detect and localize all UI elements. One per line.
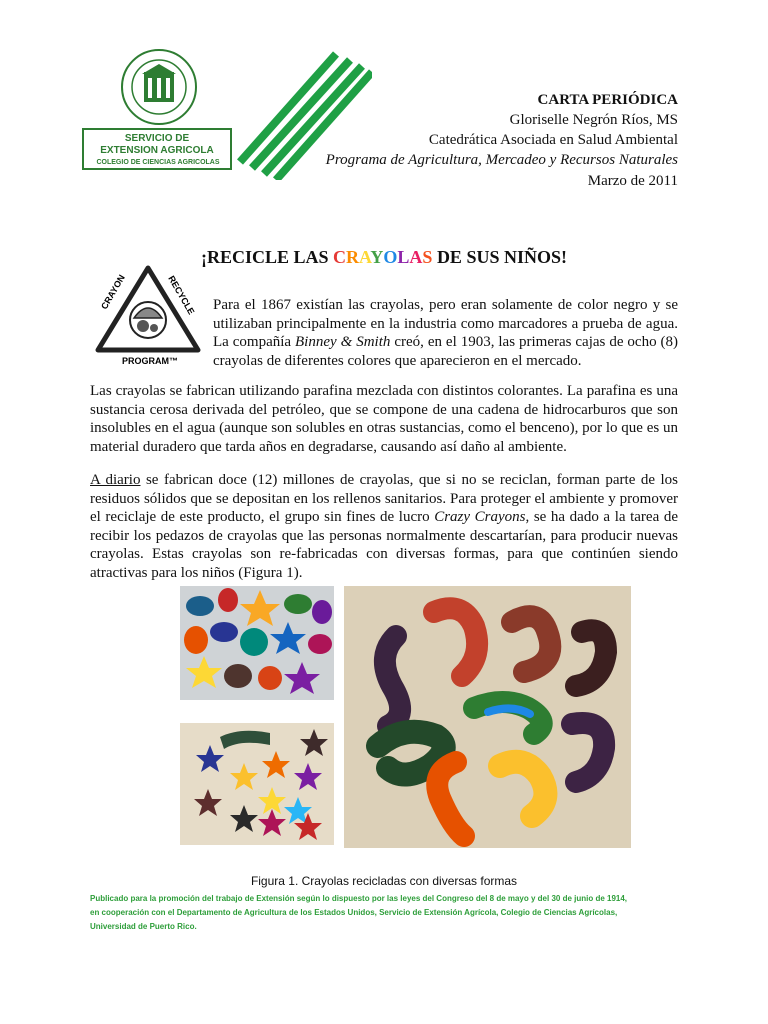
title-crayolas-word: CRAYOLAS bbox=[333, 247, 433, 267]
extension-line1: SERVICIO DE bbox=[124, 133, 190, 144]
author-position: Catedrática Asociada en Salud Ambiental bbox=[428, 132, 678, 148]
program-name: Programa de Agricultura, Mercadeo y Recursos Naturales bbox=[325, 152, 678, 168]
newsletter-title: CARTA PERIÓDICA bbox=[537, 92, 678, 108]
photo-crayon-shapes-mix bbox=[180, 586, 334, 700]
photo-crayon-stars bbox=[180, 723, 334, 845]
author-name: Gloriselle Negrón Ríos, MS bbox=[509, 112, 678, 128]
recycle-logo-right: RECYCLE bbox=[166, 274, 197, 317]
footer-line3: Universidad de Puerto Rico. bbox=[90, 922, 197, 931]
crayon-recycle-logo bbox=[88, 258, 208, 368]
title-post: DE SUS NIÑOS! bbox=[432, 247, 567, 267]
photo-crayon-worms bbox=[344, 586, 631, 848]
paragraph-3: A diario se fabrican doce (12) millones de crayolas, que si no se reciclan, forman parte de los residuos sólidos que se depositan en los rellenos sanitarios. Para proteger el ambiente y promover el reciclaje de este producto, el grupo sin fines de lucro Crazy Crayons, se ha dado a la tarea de recibir los pedazos de crayolas que las personas normalmente descartarían, para producir nuevas crayolas. Estas crayolas son re-fabricadas con diversas formas, para que continúen siendo atractivas para los niños (Figura 1). bbox=[90, 472, 679, 581]
paragraph-1: Para el 1867 existían las crayolas, pero eran solamente de color negro y se utilizaban principalmente en la industria como marcadores a prueba de agua. La compañía Binney & Smith creó, en el 1903, las primeras cajas de ocho (8) crayolas de diferentes colores que aparecieron en el mercado. bbox=[213, 297, 679, 369]
publication-date: Marzo de 2011 bbox=[587, 173, 678, 189]
figure-caption: Figura 1. Crayolas recicladas con diversas formas bbox=[250, 874, 518, 888]
header-block bbox=[326, 90, 678, 170]
footer-notice bbox=[90, 892, 690, 934]
recycle-logo-bottom: PROGRAM™ bbox=[122, 356, 178, 366]
recycle-logo-top: CRAYON bbox=[99, 272, 127, 311]
title-pre: ¡RECICLE LAS bbox=[201, 247, 334, 267]
university-seal-icon bbox=[120, 48, 198, 126]
extension-line2: EXTENSION AGRICOLA bbox=[100, 145, 214, 156]
college-subtitle: COLEGIO DE CIENCIAS AGRICOLAS bbox=[96, 159, 220, 166]
paragraph-2: Las crayolas se fabrican utilizando parafina mezclada con distintos colorantes. La parafina es una sustancia cerosa derivada del petróleo, que se compone de una cadena de hidrocarburos que son insolubles en el agua (aunque son solubles en otras sustancias, como el benceno), por lo que es un material duradero que tarda años en degradarse, causando así daño al ambiente. bbox=[90, 383, 678, 455]
footer-line2: en cooperación con el Departamento de Agricultura de los Estados Unidos, Servicio de Extensión Agrícola, Colegio de Ciencias Agrícolas, bbox=[90, 908, 618, 917]
footer-line1: Publicado para la promoción del trabajo de Extensión según lo dispuesto por las leyes del Congreso del 8 de mayo y del 30 de junio de 1914, bbox=[90, 894, 628, 903]
